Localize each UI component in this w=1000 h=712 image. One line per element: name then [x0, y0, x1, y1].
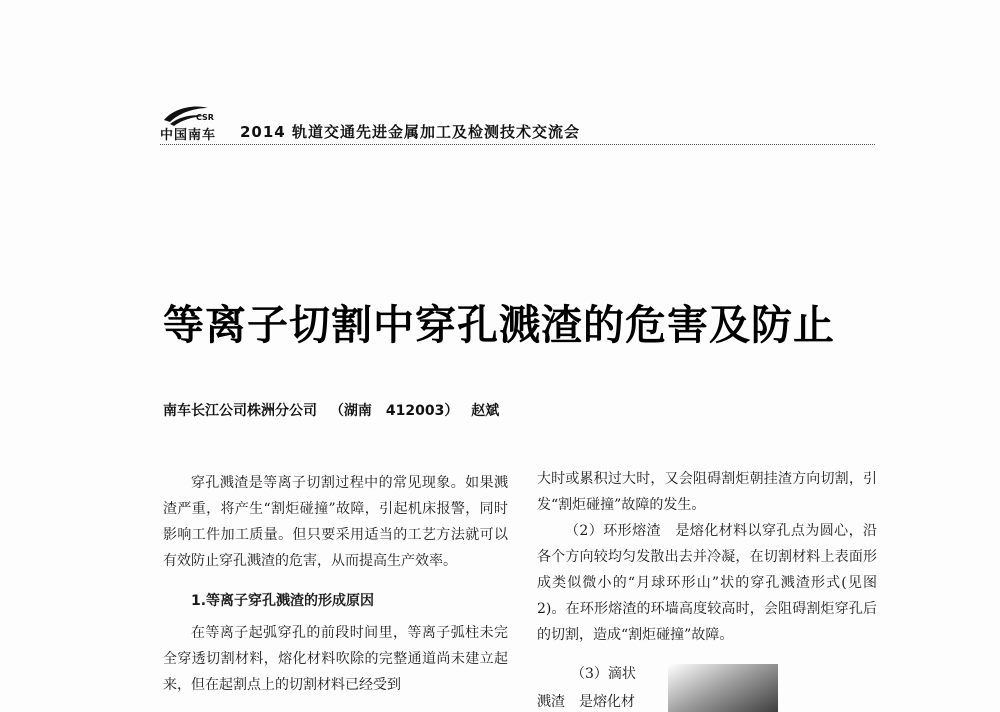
drop-spatter-heading: （3）滴状	[571, 666, 636, 682]
intro-paragraph: 穿孔溅渣是等离子切割过程中的常见现象。如果溅渣严重，将产生“割炬碰撞”故障，引起机床报警，同时影响工件加工质量。但只要采用适当的工艺方法就可以有效防止穿孔溅渣的危害，从而提高生产效率。	[163, 475, 508, 569]
section-heading: 1.等离子穿孔溅渣的形成原因	[191, 593, 375, 609]
header-divider	[160, 144, 875, 145]
affiliation-location: （湖南 412003）	[329, 403, 459, 419]
right-column	[537, 466, 877, 648]
affiliation-org: 南车长江公司株洲分公司	[163, 403, 317, 419]
conference-title: 2014 轨道交通先进金属加工及检测技术交流会	[240, 123, 580, 141]
affiliation-line	[163, 400, 507, 420]
logo-mark-label: CSR	[196, 113, 214, 122]
author-name: 赵斌	[471, 403, 500, 419]
right-paragraph-2: （2）环形熔渣 是熔化材料以穿孔点为圆心，沿各个方向较均匀发散出去并冷凝，在切割材料上表面形成类似微小的“月球环形山”状的穿孔溅渣形式(见图2)。在环形熔渣的环墙高度较高时，会阻碍割炬穿孔后的切割，造成“割炬碰撞”故障。	[537, 523, 877, 643]
section-paragraph: 在等离子起弧穿孔的前段时间里，等离子弧柱未完全穿透切割材料，熔化材料吹除的完整通道尚未建立起来，但在起割点上的切割材料已经受到	[163, 625, 508, 693]
drop-spatter-text: 溅渣 是熔化材	[537, 694, 635, 710]
left-column	[163, 470, 508, 698]
figure-image	[668, 664, 778, 712]
logo-name: 中国南车	[160, 128, 217, 143]
right-paragraph-1: 大时或累积过大时，又会阻碍割炬朝挂渣方向切割，引发“割炬碰撞”故障的发生。	[537, 471, 877, 513]
paper-title: 等离子切割中穿孔溅渣的危害及防止	[163, 301, 835, 349]
drop-spatter-block	[537, 660, 662, 712]
